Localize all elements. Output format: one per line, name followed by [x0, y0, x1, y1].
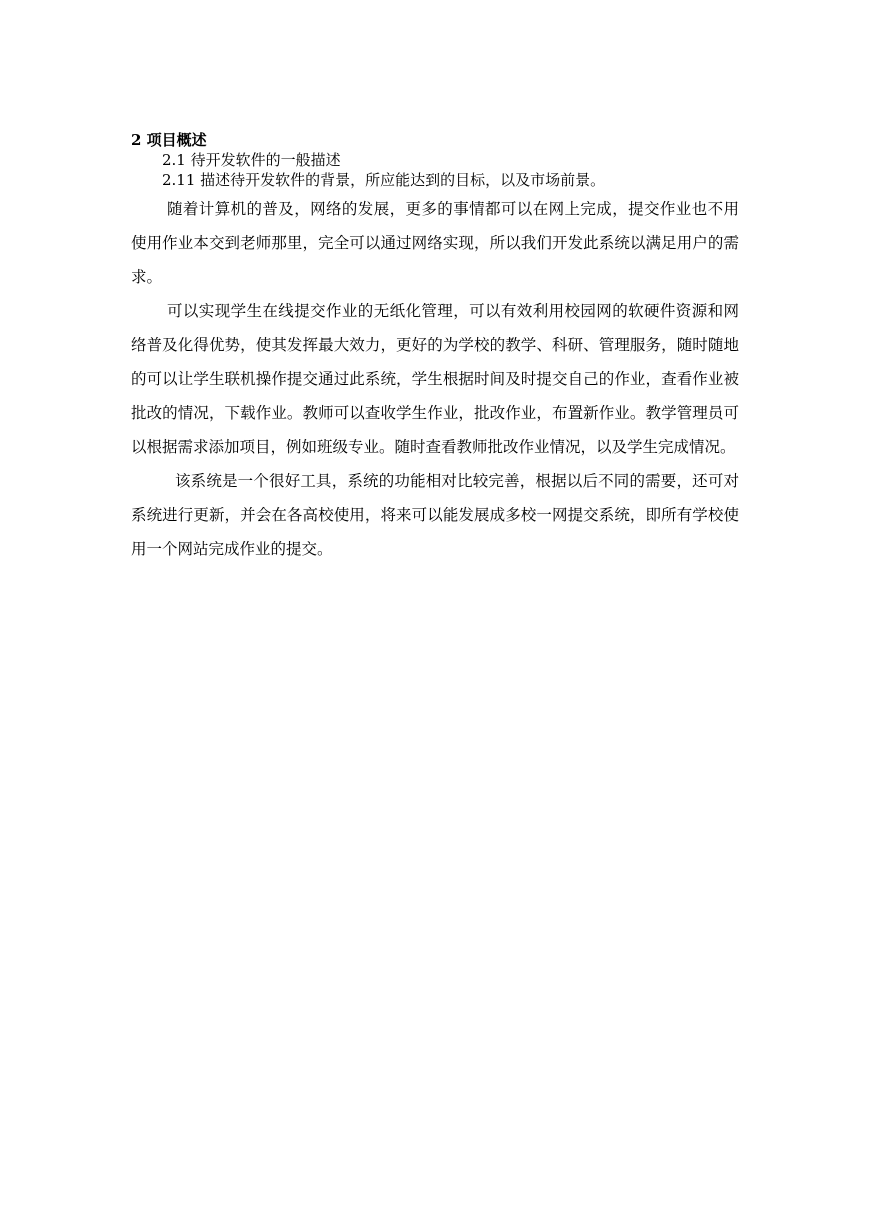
paragraph-background: 随着计算机的普及，网络的发展，更多的事情都可以在网上完成，提交作业也不用使用作业本交到老师那里，完全可以通过网络实现，所以我们开发此系统以满足用户的需求。 [131, 200, 739, 286]
subsection-description: 2.11 描述待开发软件的背景，所应能达到的目标，以及市场前景。 [162, 171, 606, 189]
document-content [131, 130, 739, 566]
paragraph-features: 可以实现学生在线提交作业的无纸化管理，可以有效利用校园网的软硬件资源和网络普及化得优势，使其发挥最大效力，更好的为学校的教学、科研、管理服务，随时随地的可以让学生联机操作提交通过此系统，学生根据时间及时提交自己的作业，查看作业被批改的情况，下载作业。教师可以查收学生作业，批改作业，布置新作业。教学管理员可以根据需求添加项目，例如班级专业。随时查看教师批改作业情况，以及学生完成情况。 [131, 302, 739, 456]
section-heading: 2 项目概述 [131, 131, 207, 149]
paragraph-outlook: 该系统是一个很好工具，系统的功能相对比较完善，根据以后不同的需要，还可对系统进行更新，并会在各高校使用，将来可以能发展成多校一网提交系统，即所有学校使用一个网站完成作业的提交。 [131, 472, 739, 558]
subsection-heading: 2.1 待开发软件的一般描述 [162, 151, 341, 169]
